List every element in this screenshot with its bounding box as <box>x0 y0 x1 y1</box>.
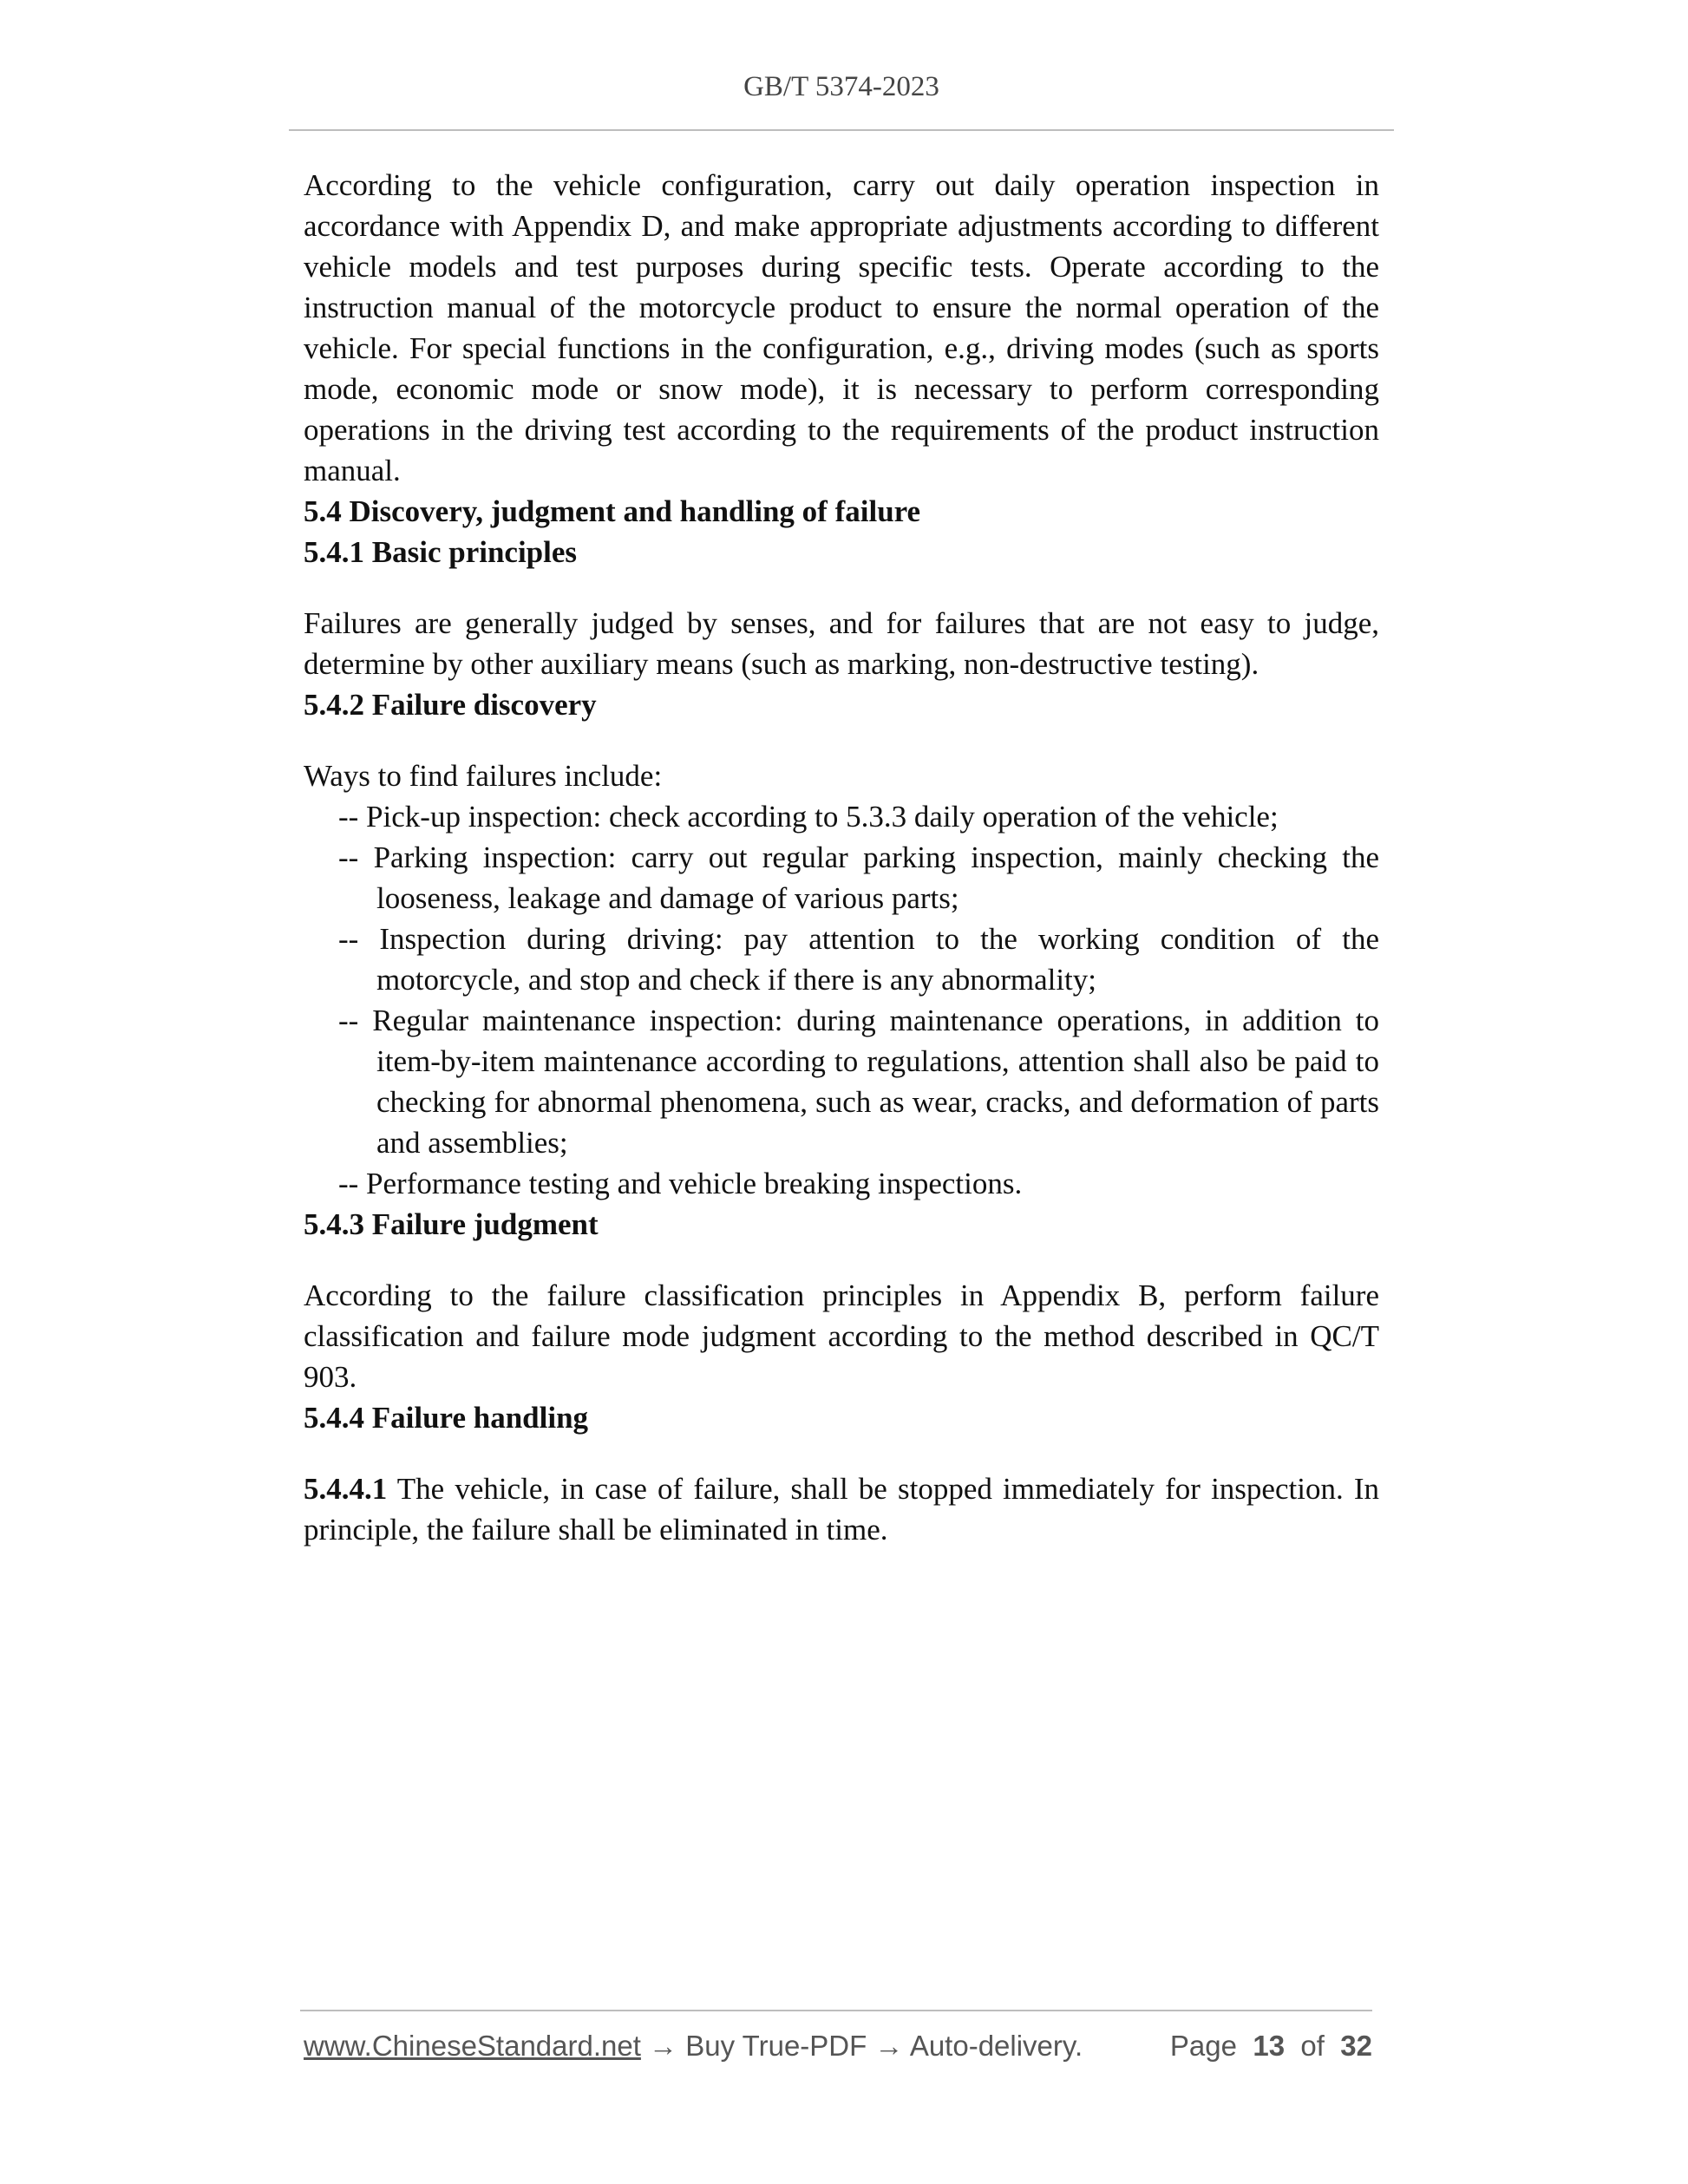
section-heading-5-4-3: 5.4.3 Failure judgment <box>304 1207 599 1241</box>
website-link[interactable]: www.ChineseStandard.net <box>304 2030 641 2062</box>
document-code-header: GB/T 5374-2023 <box>743 71 939 102</box>
page-content <box>304 165 1379 1550</box>
basic-principles-paragraph: Failures are generally judged by senses, and for failures that are not easy to judge, determine by other auxiliary means (such as marking, non-destructive testing). <box>304 606 1379 681</box>
footer-divider <box>300 2010 1372 2011</box>
failure-judgment-paragraph: According to the failure classification principles in Appendix B, perform failure classification and failure mode judgment according to the method described in QC/T 903. <box>304 1278 1379 1394</box>
footer-promo-text: → Buy True-PDF → Auto-delivery. <box>640 2030 1083 2062</box>
header-divider <box>289 129 1394 131</box>
list-item: -- Pick-up inspection: check according to 5.3.3 daily operation of the vehicle; <box>338 800 1279 834</box>
clause-text: The vehicle, in case of failure, shall be stopped immediately for inspection. In principle, the failure shall be eliminated in time. <box>304 1472 1379 1546</box>
section-heading-5-4: 5.4 Discovery, judgment and handling of failure <box>304 494 921 528</box>
list-item: -- Inspection during driving: pay attention to the working condition of the motorcycle, and stop and check if there is any abnormality; <box>338 922 1379 997</box>
list-item: -- Performance testing and vehicle breaking inspections. <box>338 1167 1023 1200</box>
page-footer <box>304 2030 1372 2063</box>
clause-number: 5.4.4.1 <box>304 1472 388 1506</box>
list-item: -- Parking inspection: carry out regular parking inspection, mainly checking the looseness, leakage and damage of various parts; <box>338 840 1379 915</box>
section-heading-5-4-1: 5.4.1 Basic principles <box>304 535 578 569</box>
total-pages-number: 32 <box>1340 2030 1372 2062</box>
page-of-label: of <box>1300 2030 1325 2062</box>
list-item: -- Regular maintenance inspection: during maintenance operations, in addition to item-by-item maintenance according to regulations, attention shall also be paid to checking for abnormal phenomena, such as wear, cracks, and deformation of parts and assemblies; <box>338 1004 1379 1160</box>
clause-5-4-4-1 <box>304 1468 1379 1550</box>
page-indicator <box>1170 2030 1372 2063</box>
current-page-number: 13 <box>1253 2030 1286 2062</box>
failure-discovery-intro: Ways to find failures include: <box>304 759 663 793</box>
section-heading-5-4-4: 5.4.4 Failure handling <box>304 1401 589 1435</box>
page-label: Page <box>1169 2030 1237 2062</box>
section-heading-5-4-2: 5.4.2 Failure discovery <box>304 688 597 722</box>
intro-paragraph: According to the vehicle configuration, carry out daily operation inspection in accordance with Appendix D, and make appropriate adjustments according to different vehicle models and test purposes during specific tests. Operate according to the instruction manual of the motorcycle product to ensure the normal operation of the vehicle. For special functions in the configuration, e.g., driving modes (such as sports mode, economic mode or snow mode), it is necessary to perform corresponding operations in the driving test according to the requirements of the product instruction manual. <box>304 168 1379 487</box>
